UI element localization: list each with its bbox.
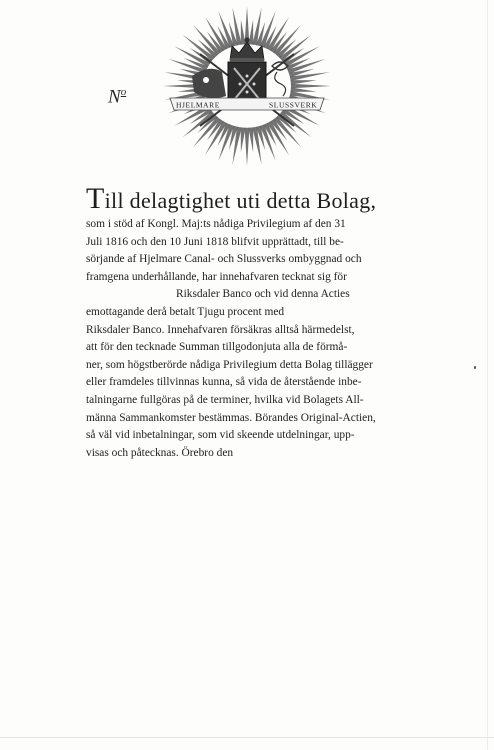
sunburst-ray: [241, 127, 246, 152]
sunburst-ray: [279, 111, 311, 137]
text-line-1: som i stöd af Kongl. Maj:ts nådiga Privilegium af den 31: [86, 218, 346, 230]
share-number-label: [108, 86, 126, 108]
page-edge-bottom: [0, 737, 494, 738]
sunburst-ray: [279, 35, 311, 61]
emblem-banner-right: SLUSSVERK: [269, 100, 318, 110]
text-line-11: talningarne fullgöras på de terminer, hvilka vid Bolagets All-: [86, 393, 364, 406]
sunburst-ray: [183, 35, 215, 61]
sunburst-ray: [193, 25, 221, 56]
emblem-banner-left: HJELMARE: [176, 100, 220, 110]
text-line-6: emottagande derå betalt Tjugu procent med: [86, 305, 285, 318]
page-edge-right: [487, 0, 488, 750]
lead-line: [86, 184, 402, 216]
text-line-13: så väl vid inbetalningar, som vid skeende utdelningar, upp-: [86, 429, 355, 442]
number-prefix: N: [108, 86, 121, 108]
sunburst-ray: [291, 87, 317, 92]
text-line-10: eller framdeles tillvinnas kunna, så vida de återstående inbe-: [86, 376, 362, 389]
text-line-14: visas och påtecknas. Örebro den: [86, 446, 234, 459]
lead-initial: T: [86, 182, 105, 215]
text-line-2: Juli 1816 och den 10 Juni 1818 blifvit upprättadt, till be-: [86, 235, 344, 248]
sunburst-ray: [245, 128, 250, 166]
sunburst-ray: [273, 25, 301, 56]
lead-rest: ill delagtighet uti detta Bolag,: [104, 188, 377, 213]
sunburst-ray: [291, 80, 317, 85]
text-line-5: Riksdaler Banco och vid denna Acties: [176, 288, 350, 301]
share-certificate-text: [86, 184, 402, 462]
sunburst-ray: [183, 111, 215, 137]
text-line-4: framgena underhållande, har innehafvaren tecknat sig för: [86, 270, 347, 283]
text-line-12: männa Sammankomster bestämmas. Börandes Original-Actien,: [86, 411, 376, 424]
text-line-3: sörjande af Hjelmare Canal- och Slussverks ombyggnad och: [86, 253, 362, 266]
text-line-8: att för den tecknade Summan tillgodonjuta alla de förmå-: [86, 341, 348, 354]
sunburst-ray: [291, 84, 331, 89]
number-suffix: o: [120, 86, 127, 98]
paper-speck: [474, 366, 476, 369]
crowned-shield-with-anchor-and-caduceus-icon: [130, 6, 364, 176]
text-line-7: Riksdaler Banco. Innehafvaren försäkras alltså härmedelst,: [86, 323, 355, 336]
text-line-9: ner, som högstberörde nådiga Privilegium detta Bolag tillägger: [86, 358, 373, 371]
